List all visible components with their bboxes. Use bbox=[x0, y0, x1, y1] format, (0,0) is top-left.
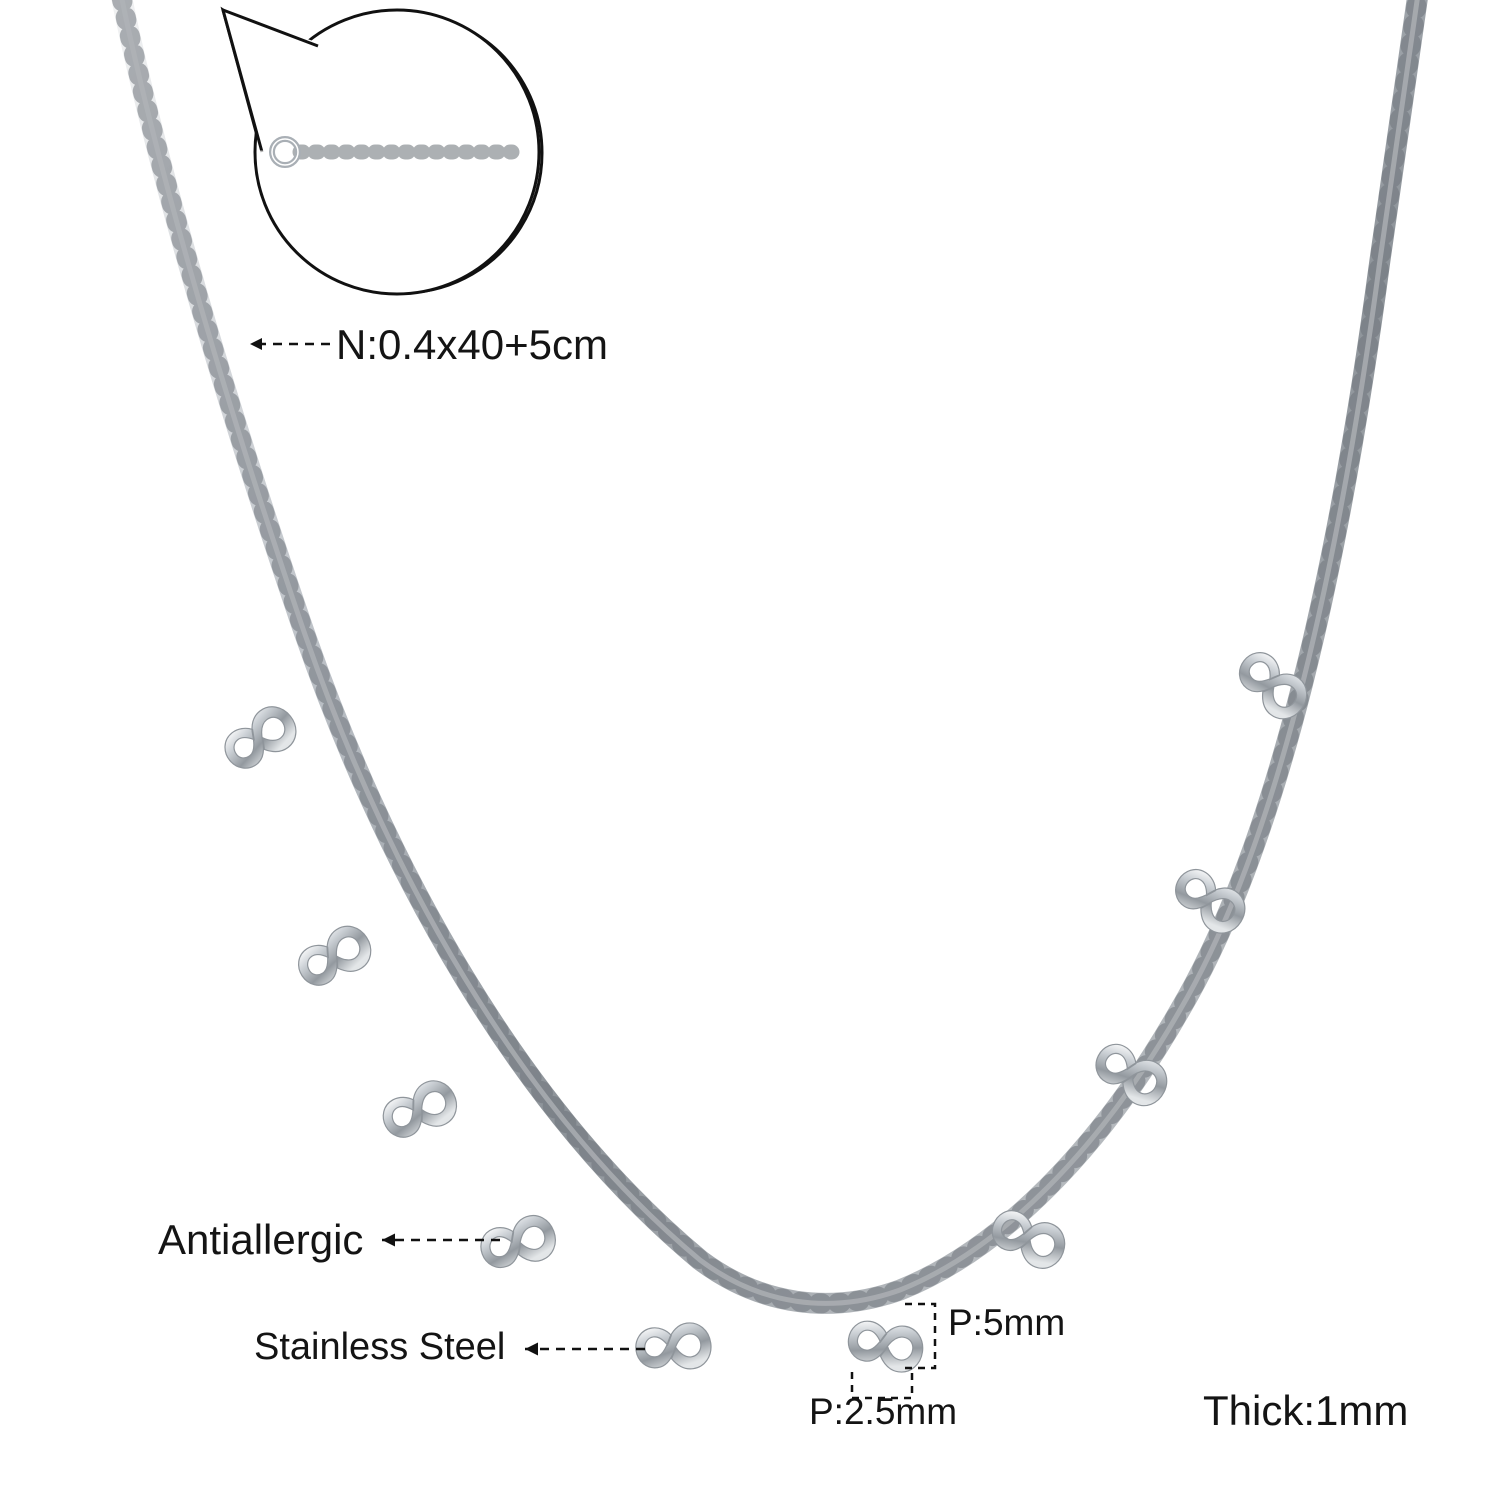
label-antiallergic: Antiallergic bbox=[158, 1216, 364, 1263]
infinity-charm bbox=[291, 918, 379, 997]
label-thickness: Thick:1mm bbox=[1203, 1387, 1409, 1434]
label-necklace-size: N:0.4x40+5cm bbox=[336, 321, 608, 368]
infinity-charm bbox=[633, 1320, 714, 1376]
infinity-charm bbox=[217, 698, 304, 780]
label-material: Stainless Steel bbox=[254, 1326, 506, 1368]
label-pendant-spacing-large: P:5mm bbox=[948, 1302, 1066, 1343]
infinity-charm bbox=[475, 1210, 561, 1279]
infinity-charm bbox=[845, 1319, 926, 1375]
label-pendant-spacing-small: P:2.5mm bbox=[809, 1391, 958, 1432]
callout-bubble bbox=[223, 10, 542, 294]
infinity-charm bbox=[376, 1073, 464, 1149]
charm-group bbox=[217, 645, 1315, 1376]
leader-lines bbox=[250, 338, 645, 1356]
